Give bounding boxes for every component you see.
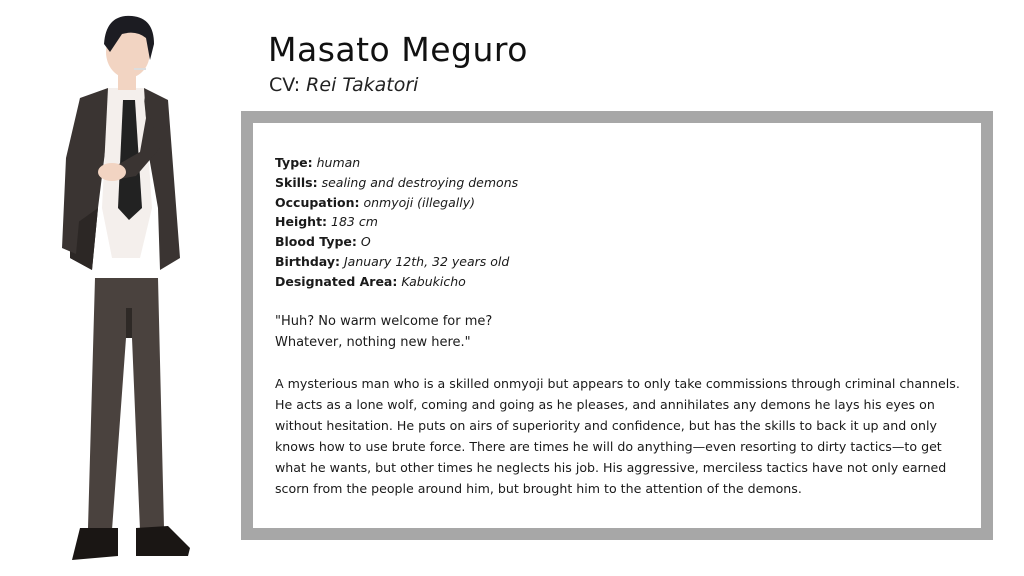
stat-value: onmyoji (illegally) [363, 194, 475, 210]
stat-value: Kabukicho [401, 273, 466, 289]
stat-height [275, 212, 518, 232]
stat-value: 183 cm [331, 214, 378, 230]
character-name: Masato Meguro [268, 30, 528, 69]
stat-type [275, 153, 518, 173]
voice-actor-name: Rei Takatori [306, 74, 419, 96]
stat-key: Occupation: [275, 194, 360, 210]
character-bio: A mysterious man who is a skilled onmyoji but appears to only take commissions through criminal channels. He acts as a lone wolf, coming and going as he pleases, and annihilates any demons he lays his eyes on without hesitation. He puts on airs of superiority and confidence, but has the skills to back it up and only knows how to use brute force. There are times he will do anything—even resorting to dirty tactics—to get what he wants, but other times he neglects his job. His aggressive, merciless tactics have not only earned scorn from the people around him, but brought him to the attention of the demons. [275, 376, 960, 496]
stat-occupation [275, 193, 518, 213]
stat-value: human [316, 155, 361, 170]
stat-key: Birthday: [275, 253, 340, 269]
profile-panel [253, 123, 981, 528]
quote-line-2: Whatever, nothing new here." [275, 335, 471, 350]
quote-line-1: "Huh? No warm welcome for me? [275, 314, 493, 329]
stat-key: Skills: [275, 174, 318, 190]
stat-key: Blood Type: [275, 234, 357, 250]
stat-value: January 12th, 32 years old [343, 253, 510, 269]
stats-list [275, 153, 518, 292]
stat-key: Type: [275, 155, 313, 170]
stat-designated-area [275, 272, 518, 292]
cv-label: CV: [269, 74, 301, 96]
stat-key: Designated Area: [275, 273, 398, 289]
stat-value: O [360, 234, 371, 250]
stat-birthday [275, 252, 518, 272]
character-figure [40, 8, 210, 568]
stat-key: Height: [275, 214, 328, 230]
stat-value: sealing and destroying demons [321, 174, 519, 190]
character-quote [275, 311, 492, 353]
profile-frame [241, 111, 993, 540]
character-illustration [40, 8, 210, 568]
stat-blood-type [275, 232, 518, 252]
stat-skills [275, 173, 518, 193]
voice-actor-line [269, 74, 418, 96]
